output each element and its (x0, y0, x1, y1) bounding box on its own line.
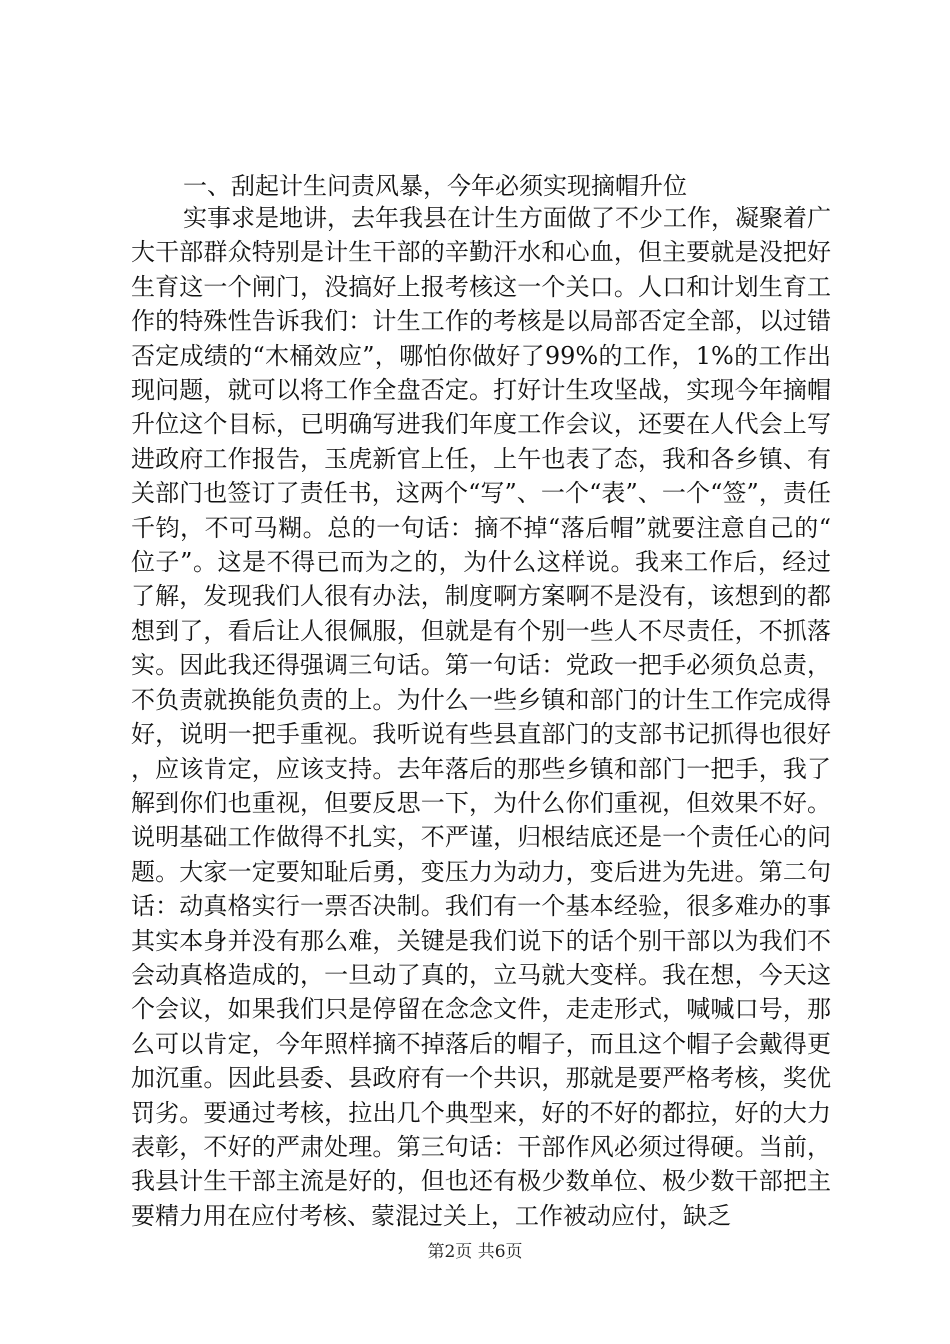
section-heading: 一、刮起计生问责风暴，今年必须实现摘帽升位 (183, 172, 687, 200)
document-content (131, 172, 831, 1233)
page-footer: 第2页 共6页 (427, 1242, 523, 1262)
body-paragraph: 实事求是地讲，去年我县在计生方面做了不少工作，凝聚着广大干部群众特别是计生干部的辛勤汗水和心血，但主要就是没把好生育这一个闸门，没搞好上报考核这一个关口。人口和计划生育工作的特殊性告诉我们：计生工作的考核是以局部否定全部，以过错否定成绩的“木桶效应”，哪怕你做好了99%的工作，1%的工作出现问题，就可以将工作全盘否定。打好计生攻坚战，实现今年摘帽升位这个目标，已明确写进我们年度工作会议，还要在人代会上写进政府工作报告，玉虎新官上任，上午也表了态，我和各乡镇、有关部门也签订了责任书，这两个“写”、一个“表”、一个“签”，责任千钧，不可马糊。总的一句话：摘不掉“落后帽”就要注意自己的“位子”。这是不得已而为之的，为什么这样说。我来工作后，经过了解，发现我们人很有办法，制度啊方案啊不是没有，该想到的都想到了，看后让人很佩服，但就是有个别一些人不尽责任，不抓落实。因此我还得强调三句话。第一句话：党政一把手必须负总责，不负责就换能负责的上。为什么一些乡镇和部门的计生工作完成得好，说明一把手重视。我听说有些县直部门的支部书记抓得也很好，应该肯定，应该支持。去年落后的那些乡镇和部门一把手，我了解到你们也重视，但要反思一下，为什么你们重视，但效果不好。说明基础工作做得不扎实，不严谨，归根结底还是一个责任心的问题。大家一定要知耻后勇，变压力为动力，变后进为先进。第二句话：动真格实行一票否决制。我们有一个基本经验，很多难办的事其实本身并没有那么难，关键是我们说下的话个别干部以为我们不会动真格造成的，一旦动了真的，立马就大变样。我在想，今天这个会议，如果我们只是停留在念念文件，走走形式，喊喊口号，那么可以肯定，今年照样摘不掉落后的帽子，而且这个帽子会戴得更加沉重。因此县委、县政府有一个共识，那就是要严格考核，奖优罚劣。要通过考核，拉出几个典型来，好的不好的都拉，好的大力表彰，不好的严肃处理。第三句话：干部作风必须过得硬。当前，我县计生干部主流是好的，但也还有极少数单位、极少数干部把主要精力用在应付考核、蒙混过关上，工作被动应付，缺乏 (131, 204, 831, 1230)
